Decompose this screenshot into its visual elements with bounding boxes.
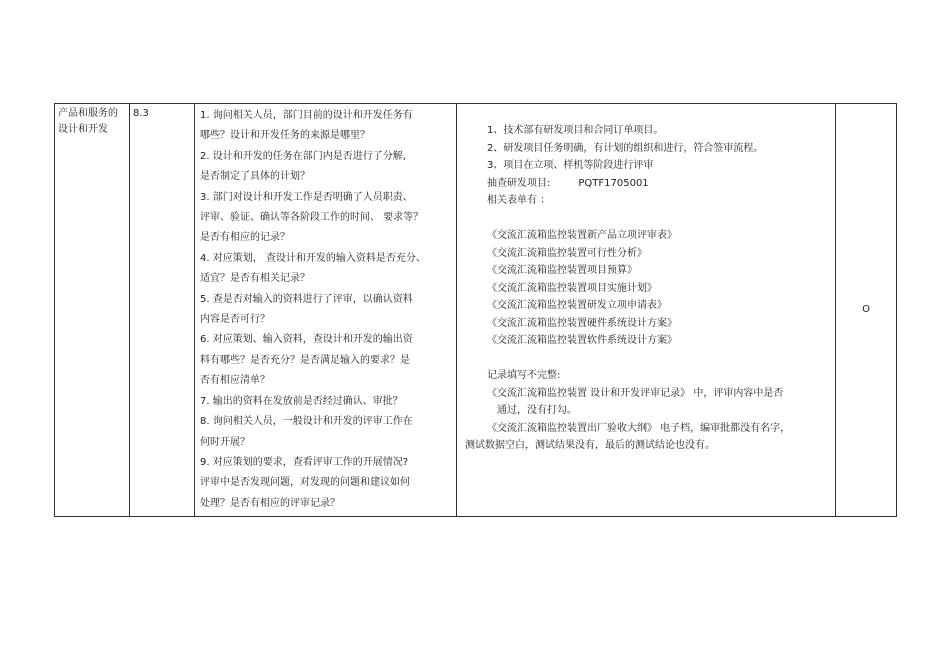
table-row [55,104,897,517]
question-line: 1. 询问相关人员，部门目前的设计和开发任务有 [200,110,413,121]
question-line: 何时开展？ [200,436,250,448]
form-item: 《交流汇流箱监控装置研发立项申请表》 [487,300,667,311]
question-line: 料有哪些？是否充分？是否满足输入的要求？是 [200,354,410,366]
incomplete-note: 测试数据空白，测试结果没有，最后的测试结论也没有。 [465,440,715,451]
question-line: 评审、验证、确认等各阶段工作的时间、 要求等？ [200,212,424,224]
clause-number-cell: 8.3 [130,104,195,517]
question-line: 适宜？是否有相关记录？ [200,273,310,285]
question-line: 8. 询问相关人员，一般设计和开发的评审工作在 [200,416,413,428]
question-line: 5. 查是否对输入的资料进行了评审，以确认资料 [200,293,413,305]
question-line: 内容是否可行？ [200,314,270,326]
audit-table [54,103,897,517]
question-line: 否有相应清单？ [200,375,270,387]
forms-label: 相关表单有 ： [487,195,551,206]
question-line: 4. 对应策划， 查设计和开发的输入资料是否充分、 [200,252,426,264]
clause-cell: 产品和服务的设计和开发 [55,104,130,517]
evidence-item: 3、项目在立项、样机等阶段进行评审 [487,160,654,171]
evidence-content [457,104,835,455]
question-line: 处理？是否有相应的评审记录？ [200,497,340,509]
form-item: 《交流汇流箱监控装置新产品立项评审表》 [487,230,677,241]
project-label: 抽查研发项目: [487,177,551,189]
question-line: 是否有相应的记录？ [200,232,290,244]
question-line: 2. 设计和开发的任务在部门内是否进行了分解, [200,150,406,162]
question-line: 是否制定了具体的计划？ [200,171,310,183]
question-line: 6. 对应策划、输入资料，查设计和开发的输出资 [200,334,413,346]
incomplete-note: 《交流汇流箱监控装置出厂验收大纲》 电子档，编审批都没有名字， [487,422,791,434]
question-line: 7. 输出的资料在发放前是否经过确认、审批？ [200,395,403,407]
form-item: 《交流汇流箱监控装置项目实施计划》 [487,282,657,294]
question-line: 评审中是否发现问题，对发现的问题和建议如何 [200,477,410,489]
evidence-item: 2、研发项目任务明确，有计划的组织和进行，符合签审流程。 [487,142,764,154]
questions-cell [195,104,457,517]
form-item: 《交流汇流箱监控装置硬件系统设计方案》 [487,317,677,329]
incomplete-label: 记录填写不完整: [487,370,561,381]
form-item: 《交流汇流箱监控装置可行性分析》 [487,247,647,259]
question-list [200,106,451,514]
form-list [465,227,829,350]
evidence-item: 1、技术部有研发项目和合同订单项目。 [487,125,664,136]
question-line: 3. 部门对设计和开发工作是否明确了人员职责、 [200,191,413,203]
sampled-project [465,175,829,193]
evidence-cell [457,104,836,517]
incomplete-note: 通过，没有打勾。 [497,405,577,416]
question-line: 哪些？设计和开发任务的来源是哪里？ [200,130,370,142]
result-cell: O [836,104,897,517]
form-item: 《交流汇流箱监控装置软件系统设计方案》 [487,335,677,346]
project-code: PQTF1705001 [578,177,649,189]
incomplete-note: 《交流汇流箱监控装置 设计和开发评审记录》 中，评审内容中是否 [487,387,784,399]
form-item: 《交流汇流箱监控装置项目预算》 [487,265,637,276]
question-line: 9. 对应策划的要求，查看评审工作的开展情况? [200,456,409,468]
